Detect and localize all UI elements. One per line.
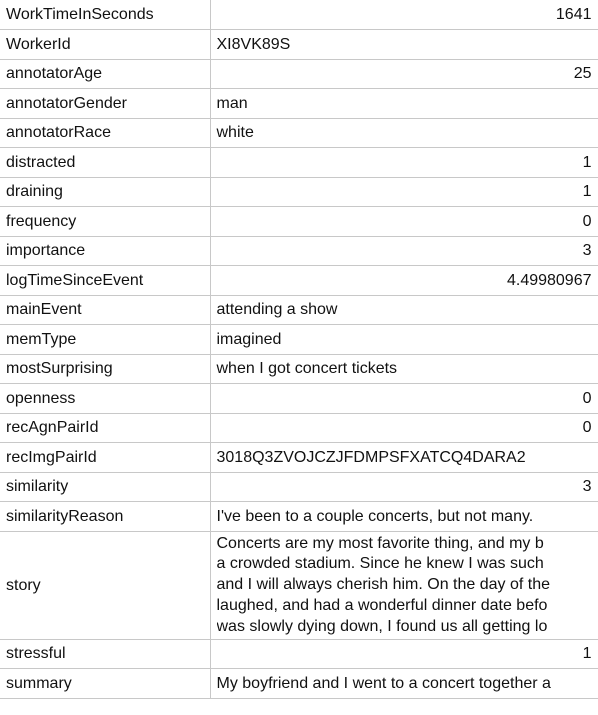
field-name-cell: story xyxy=(0,531,210,639)
table-row xyxy=(0,295,598,325)
table-row xyxy=(0,325,598,355)
field-value-cell: 4.49980967 xyxy=(210,266,598,296)
field-value-cell: 3 xyxy=(210,236,598,266)
field-name-cell: mostSurprising xyxy=(0,354,210,384)
field-value-cell: 3018Q3ZVOJCZJFDMPSFXATCQ4DARA2 xyxy=(210,443,598,473)
field-name-cell: recAgnPairId xyxy=(0,413,210,443)
table-row xyxy=(0,502,598,532)
field-name-cell: WorkTimeInSeconds xyxy=(0,0,210,30)
field-value-cell: 3 xyxy=(210,472,598,502)
field-name-cell: recImgPairId xyxy=(0,443,210,473)
field-name-cell: annotatorGender xyxy=(0,89,210,119)
table-row xyxy=(0,177,598,207)
table-row xyxy=(0,443,598,473)
field-value-cell: XI8VK89S xyxy=(210,30,598,60)
field-name-cell: draining xyxy=(0,177,210,207)
field-value-cell: attending a show xyxy=(210,295,598,325)
field-name-cell: logTimeSinceEvent xyxy=(0,266,210,296)
table-row xyxy=(0,266,598,296)
field-value-cell: 1 xyxy=(210,148,598,178)
field-value-cell: when I got concert tickets xyxy=(210,354,598,384)
table-row xyxy=(0,669,598,699)
table-row xyxy=(0,30,598,60)
table-row xyxy=(0,207,598,237)
field-name-cell: similarity xyxy=(0,472,210,502)
field-value-cell: 1 xyxy=(210,639,598,669)
field-name-cell: annotatorRace xyxy=(0,118,210,148)
table-row-story xyxy=(0,531,598,639)
field-value-cell: 1641 xyxy=(210,0,598,30)
field-name-cell: distracted xyxy=(0,148,210,178)
field-value-cell: I've been to a couple concerts, but not many. xyxy=(210,502,598,532)
story-text-cell xyxy=(210,531,598,639)
field-value-cell: 1 xyxy=(210,177,598,207)
table-row xyxy=(0,384,598,414)
table-row xyxy=(0,236,598,266)
field-value-cell: 0 xyxy=(210,384,598,414)
field-name-cell: stressful xyxy=(0,639,210,669)
field-name-cell: mainEvent xyxy=(0,295,210,325)
field-name-cell: memType xyxy=(0,325,210,355)
story-line: a crowded stadium. Since he knew I was such xyxy=(216,555,544,573)
field-value-cell: white xyxy=(210,118,598,148)
field-value-cell: 25 xyxy=(210,59,598,89)
table-row xyxy=(0,413,598,443)
table-row xyxy=(0,354,598,384)
field-value-cell: My boyfriend and I went to a concert together a xyxy=(210,669,598,699)
field-name-cell: WorkerId xyxy=(0,30,210,60)
story-line: and I will always cherish him. On the day of the xyxy=(216,576,550,594)
field-value-cell: 0 xyxy=(210,207,598,237)
story-line: was slowly dying down, I found us all getting lo xyxy=(216,617,548,635)
table-row xyxy=(0,118,598,148)
field-name-cell: importance xyxy=(0,236,210,266)
table-row xyxy=(0,639,598,669)
story-line: Concerts are my most favorite thing, and my b xyxy=(216,534,544,552)
field-value-cell: 0 xyxy=(210,413,598,443)
field-value-cell: imagined xyxy=(210,325,598,355)
field-name-cell: annotatorAge xyxy=(0,59,210,89)
table-row xyxy=(0,89,598,119)
field-name-cell: summary xyxy=(0,669,210,699)
table-row xyxy=(0,148,598,178)
table-row xyxy=(0,0,598,30)
table-row xyxy=(0,472,598,502)
field-value-cell: man xyxy=(210,89,598,119)
field-name-cell: openness xyxy=(0,384,210,414)
story-line: laughed, and had a wonderful dinner date befo xyxy=(216,596,548,614)
table-row xyxy=(0,59,598,89)
field-name-cell: similarityReason xyxy=(0,502,210,532)
field-name-cell: frequency xyxy=(0,207,210,237)
